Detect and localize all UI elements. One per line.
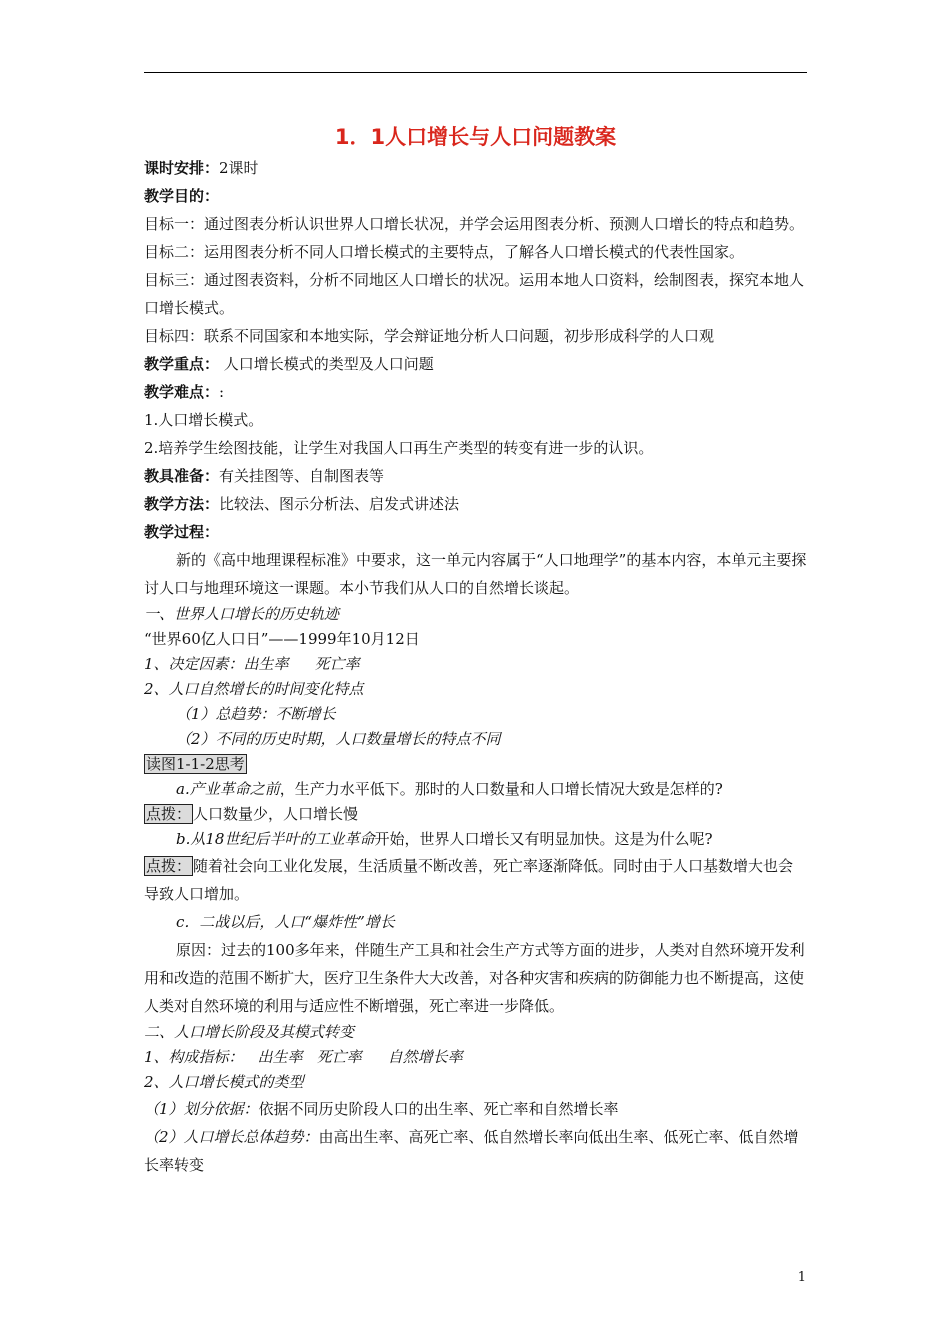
methods-line xyxy=(144,490,807,518)
question-b-rest: 开始，世界人口增长又有明显加快。这是为什么呢? xyxy=(374,830,713,848)
schedule-value: 2课时 xyxy=(219,159,259,177)
basis-label: （1）划分依据： xyxy=(144,1100,259,1118)
question-b-italic: b.从18世纪后半叶的工业革命 xyxy=(176,830,375,848)
intro-paragraph: 新的《高中地理课程标准》中要求，这一单元内容属于“人口地理学”的基本内容，本单元主要探讨人口与地理环境这一课题。本小节我们从人口的自然增长谈起。 xyxy=(144,551,807,597)
question-a-rest: ，生产力水平低下。那时的人口数量和人口增长情况大致是怎样的? xyxy=(279,780,723,798)
question-c: c．二战以后，人口“爆炸性”增长 xyxy=(176,913,395,931)
goals-heading: 教学目的： xyxy=(144,187,220,205)
reason-paragraph: 原因：过去的100多年来，伴随生产工具和社会生产方式等方面的进步，人类对自然环境开发利用和改造的范围不断扩大，医疗卫生条件大大改善，对各种灾害和疾病的防御能力也不断提高，这使人类对自然环境的利用与适应性不断增强，死亡率进一步降低。 xyxy=(144,941,805,1015)
indicator-natural: 自然增长率 xyxy=(387,1048,463,1066)
trend-line: （1）总趋势：不断增长 xyxy=(176,705,336,723)
hint-b-text: 随着社会向工业化发展，生活质量不断改善，死亡率逐渐降低。同时由于人口基数增大也会导致人口增加。 xyxy=(144,857,794,903)
section-2 xyxy=(144,1020,807,1095)
key-points-value: 人口增长模式的类型及人口问题 xyxy=(219,355,434,373)
difficulty-suffix: : xyxy=(219,383,225,401)
indicators-line xyxy=(144,1045,807,1070)
overall-trend-line xyxy=(144,1123,807,1179)
difficulty-2: 2.培养学生绘图技能，让学生对我国人口再生产类型的转变有进一步的认识。 xyxy=(144,439,654,457)
schedule-label: 课时安排： xyxy=(144,159,220,177)
tools-value: 有关挂图等、自制图表等 xyxy=(219,467,385,485)
indicators-label: 1、构成指标： xyxy=(144,1048,244,1066)
types-title: 2、人口增长模式的类型 xyxy=(144,1073,304,1091)
section-2-title: 二、人口增长阶段及其模式转变 xyxy=(144,1023,355,1041)
hint-a-text: 人口数量少，人口增长慢 xyxy=(193,805,359,823)
indicator-birth: 出生率 xyxy=(257,1048,303,1066)
hint-b-label: 点拨： xyxy=(146,857,192,875)
overall-trend-text: 由高出生率、高死亡率、低自然增长率向低出生率、低死亡率、低自然增长率转变 xyxy=(144,1128,799,1174)
tools-label: 教具准备： xyxy=(144,467,220,485)
process-heading: 教学过程： xyxy=(144,523,220,541)
basis-line xyxy=(144,1095,807,1123)
key-points-label: 教学重点： xyxy=(144,355,220,373)
factor-line xyxy=(144,652,807,677)
difficulty-line xyxy=(144,378,807,406)
difficulty-1: 1.人口增长模式。 xyxy=(144,411,264,429)
section-1-title: 一、世界人口增长的历史轨迹 xyxy=(144,605,340,623)
basis-text: 依据不同历史阶段人口的出生率、死亡率和自然增长率 xyxy=(258,1100,619,1118)
key-points-line xyxy=(144,350,807,378)
header-rule xyxy=(144,72,807,73)
schedule-line xyxy=(144,154,807,182)
difficulty-label: 教学难点： xyxy=(144,383,220,401)
hint-a xyxy=(144,802,807,827)
hint-a-label: 点拨： xyxy=(146,805,192,823)
methods-label: 教学方法： xyxy=(144,495,220,513)
population-day-quote: “世界60亿人口日”——1999年10月12日 xyxy=(144,630,420,648)
page-number: 1 xyxy=(797,1270,806,1285)
change-title: 2、人口自然增长的时间变化特点 xyxy=(144,680,364,698)
read-figure-line xyxy=(144,752,807,777)
goal-3: 目标三：通过图表资料，分析不同地区人口增长的状况。运用本地人口资料，绘制图表，探究本地人口增长模式。 xyxy=(144,271,805,317)
factor-rate-2: 死亡率 xyxy=(314,655,360,673)
overall-trend-label: （2）人口增长总体趋势： xyxy=(144,1128,319,1146)
read-figure-box: 读图1-1-2思考 xyxy=(146,755,245,773)
question-b xyxy=(144,827,807,852)
goal-1: 目标一：通过图表分析认识世界人口增长状况，并学会运用图表分析、预测人口增长的特点和趋势。 xyxy=(144,215,805,233)
goal-2: 目标二：运用图表分析不同人口增长模式的主要特点，了解各人口增长模式的代表性国家。 xyxy=(144,243,745,261)
hint-b xyxy=(144,852,807,908)
periods-line: （2）不同的历史时期，人口数量增长的特点不同 xyxy=(176,730,501,748)
document-body xyxy=(144,122,807,1179)
methods-value: 比较法、图示分析法、启发式讲述法 xyxy=(219,495,460,513)
indicator-death: 死亡率 xyxy=(316,1048,362,1066)
tools-line xyxy=(144,462,807,490)
factor-label: 1、决定因素：出生率 xyxy=(144,655,289,673)
question-a-italic: a.产业革命之前 xyxy=(176,780,280,798)
question-a xyxy=(144,777,807,802)
document-title: 1．1人口增长与人口问题教案 xyxy=(334,125,617,149)
section-1 xyxy=(144,602,807,852)
goal-4: 目标四：联系不同国家和本地实际，学会辩证地分析人口问题，初步形成科学的人口观 xyxy=(144,327,715,345)
